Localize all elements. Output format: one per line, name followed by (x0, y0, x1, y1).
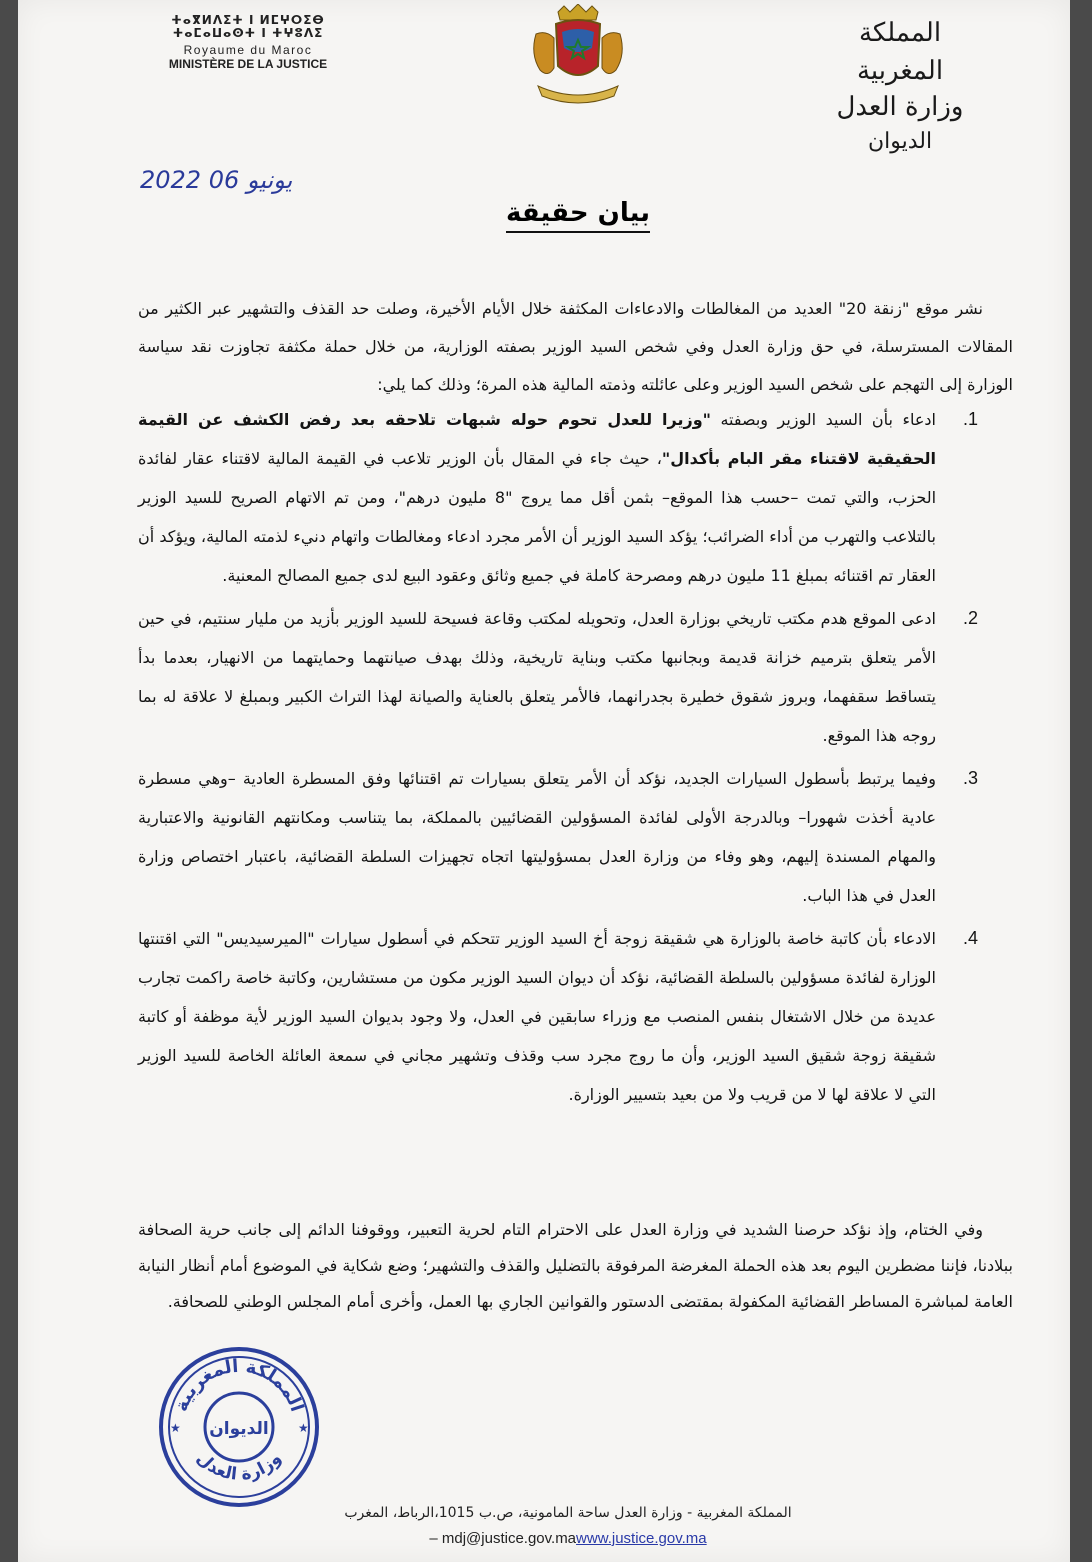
intro-paragraph: نشر موقع "زنقة 20" العديد من المغالطات والادعاءات المكثفة خلال الأيام الأخيرة، وصلت حد القذف والتشهير عبر الكثير من المقالات المسترسلة، في حق وزارة العدل وفي شخص السيد الوزير بصفته الوزارية، من خلال حملة مكثفة تجاوزت نقد سياسة الوزارة إلى التهجم على شخص السيد الوزير وعلى عائلته وذمته المالية هذه المرة؛ وذلك كما يلي: (138, 299, 1013, 394)
header-arabic-block (815, 14, 985, 160)
footer-website-link[interactable]: www.justice.gov.ma (576, 1530, 707, 1547)
footer (298, 1500, 838, 1552)
list-item (138, 599, 978, 755)
closing-paragraph: وفي الختام، وإذ نؤكد حرصنا الشديد في وزارة العدل على الاحترام التام لحرية التعبير، ووقوفنا الدائم إلى جانب حرية الصحافة ببلادنا، فإننا مضطرين اليوم بعد هذه الحملة المغرضة المرفوقة بالتضليل والقذف والتشهير؛ وضع شكاية في الموضوع أمام أنظار النيابة العامة لمباشرة المساطر القضائية المكفولة بمقتضى الدستور والقوانين الجاري بها العمل، وأخرى أمام المجلس الوطني للصحافة. (138, 1220, 1013, 1311)
item-quote: "وزيرا للعدل تحوم حوله شبهات تلاحقه بعد رفض الكشف عن القيمة الحقيقية لاقتناء مقر البام بأكدال" (138, 410, 936, 468)
item-number: 1. (962, 409, 978, 429)
stamp-star-icon: ★ (170, 1421, 181, 1435)
official-stamp-icon (156, 1344, 322, 1510)
arabic-ministry: وزارة العدل (836, 92, 964, 122)
tifinagh-kingdom: ⵜⴰⴳⵍⴷⵉⵜ ⵏ ⵍⵎⵖⵔⵉⴱ (171, 13, 325, 27)
item-text: وفيما يرتبط بأسطول السيارات الجديد، نؤكد أن الأمر يتعلق بسيارات تم اقتنائها وفق المسطرة العادية –وهي مسطرة عادية أخذت شهورا– وبالدرجة الأولى لفائدة المسؤولين القضائيين بالمملكة، بما يتناسب ومكانتهم القانونية والاعتبارية والمهام المسندة إليهم، وهو وفاء من وزارة العدل بمسؤوليتها اتجاه تجهيزات السلطة القضائية، باعتبار اختصاص وزارة العدل في هذا الباب. (138, 769, 936, 905)
document-page (18, 0, 1070, 1562)
french-kingdom: Royaume du Maroc (183, 43, 313, 57)
moroccan-coat-of-arms-icon (526, 4, 630, 110)
header-french-block (168, 14, 328, 71)
list-item (138, 759, 978, 915)
item-text: الادعاء بأن كاتبة خاصة بالوزارة هي شقيقة زوجة أخ السيد الوزير تتحكم في أسطول سيارات "الميرسيديس" التي اقتنتها الوزارة لفائدة مسؤولين بالسلطة القضائية، نؤكد أن ديوان السيد الوزير مكون من مستشارين، وكاتبة خاصة راكمت تجارب عديدة من خلال الاشتغال بنفس المنصب مع وزراء سابقين في العدل، ولا وجود بديوان السيد الوزير لأية موظفة أو كاتبة شقيقة زوجة شقيق السيد الوزير، وأن ما روج مجرد سب وقذف وتشهير مجاني في سمعة العائلة الخاصة للسيد الوزير التي لا علاقة لها لا من قريب ولا من بعيد بتسيير الوزارة. (138, 929, 936, 1104)
item-number: 3. (962, 768, 978, 788)
stamp-star-icon: ★ (298, 1421, 309, 1435)
item-number: 2. (962, 608, 978, 628)
stamp-outer-bottom: وزارة العدل (192, 1448, 286, 1485)
list-item (138, 919, 978, 1114)
list-item (138, 400, 978, 595)
footer-email: – mdj@justice.gov.ma (429, 1530, 577, 1547)
document-title (478, 198, 678, 228)
svg-text:وزارة العدل (192, 1448, 285, 1484)
arabic-kingdom: المملكة المغربية (856, 18, 944, 86)
title-text: بيان حقيقة (506, 198, 650, 233)
arabic-cabinet: الديوان (867, 129, 933, 154)
document-date: 2022 يونيو 06 (140, 166, 293, 194)
stamp-outer-top: المملكة المغربية (170, 1355, 308, 1415)
item-lead: ادعاء بأن السيد الوزير وبصفته (710, 410, 936, 429)
tifinagh-ministry: ⵜⴰⵎⴰⵡⴰⵙⵜ ⵏ ⵜⵖⵓⴷⵉ (172, 26, 324, 40)
item-text: ، حيث جاء في المقال بأن الوزير تلاعب في القيمة المالية لاقتناء عقار لفائدة الحزب، والتي تمت –حسب هذا الموقع– بثمن أقل مما يروج "8 مليون درهم"، ومن تم الاتهام الصريح للسيد الوزير بالتلاعب والتهرب من أداء الضرائب؛ يؤكد السيد الوزير أن الأمر مجرد ادعاء ومغالطات واتهام دنيء لذمته المالية، ويؤكد أن العقار تم اقتنائه بمبلغ 11 مليون درهم ومصرحة كاملة في جميع وثائق وعقود البيع لدى جميع المصالح المعنية. (138, 449, 937, 585)
stamp-center: الديوان (209, 1419, 269, 1439)
item-text: ادعى الموقع هدم مكتب تاريخي بوزارة العدل، وتحويله لمكتب وقاعة فسيحة للسيد الوزير بأزيد من مليار سنتيم، في حين الأمر يتعلق بترميم خزانة قديمة وبجانبها مكتب وبناية تاريخية، وذلك بهدف صيانتهما وحمايتهما من الانهيار، بعدما بدأ يتساقط سقفهما، وبروز شقوق خطيرة بجدرانهما، فالأمر يتعلق بالعناية والصيانة لهذا التراث الكبير وبمبلغ لا علاقة له بما روجه هذا الموقع. (138, 609, 936, 745)
footer-address: المملكة المغربية - وزارة العدل ساحة المامونية، ص.ب 1015،الرباط، المغرب (344, 1505, 792, 1521)
french-ministry: MINISTÈRE DE LA JUSTICE (168, 57, 328, 71)
item-number: 4. (962, 928, 978, 948)
footer-contact (298, 1526, 838, 1552)
claims-list (138, 400, 978, 1118)
